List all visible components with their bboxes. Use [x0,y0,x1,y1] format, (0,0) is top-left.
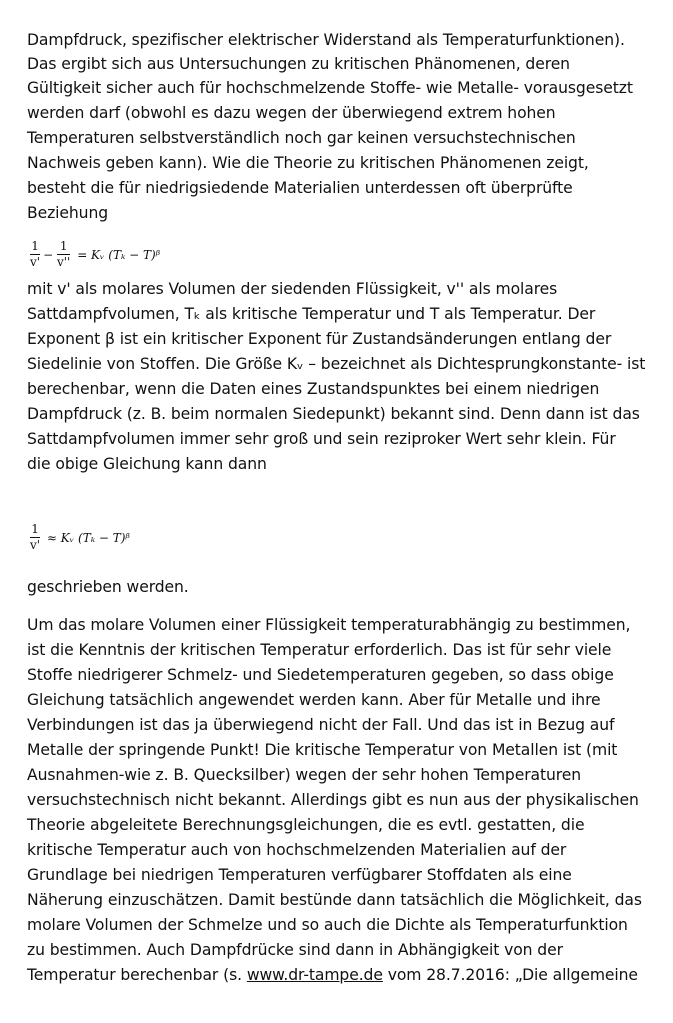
website-link[interactable]: www.dr-tampe.de [246,966,383,984]
text-line: Um das molare Volumen einer Flüssigkeit temperaturabhängig zu bestimmen, [27,616,631,634]
minus-sign: − [43,247,54,262]
text-line: Metalle der springende Punkt! Die kritische Temperatur von Metallen ist (mit [27,741,618,759]
text-line: die obige Gleichung kann dann [27,455,267,473]
fraction-denominator: v' [30,538,41,552]
text-line: Dampfdruck, spezifischer elektrischer Widerstand als Temperaturfunktionen). [27,31,625,49]
fraction-numerator: 1 [31,239,39,253]
fraction-denominator: v' [30,255,41,269]
text-line: werden darf (obwohl es dazu wegen der überwiegend extrem hohen [27,104,556,122]
formula-density-jump [30,240,160,269]
text-line: Nachweis geben kann). Wie die Theorie zu kritischen Phänomenen zeigt, [27,154,589,172]
text-segment: Temperatur berechenbar (s. [27,966,247,984]
fraction [30,240,40,269]
text-line: kritische Temperatur auch von hochschmelzenden Materialien auf der [27,841,567,859]
text-line: Grundlage bei niedrigen Temperaturen verfügbarer Stoffdaten als eine [27,866,572,884]
text-line: ist die Kenntnis der kritischen Temperatur erforderlich. Das ist für sehr viele [27,641,612,659]
text-line: geschrieben werden. [27,578,189,596]
formula-rhs: = Kᵥ (Tₖ − T)ᵝ [77,247,161,262]
fraction-denominator: v'' [56,255,71,269]
text-line: besteht die für niedrigsiedende Materialien unterdessen oft überprüfte [27,179,573,197]
text-line: molare Volumen der Schmelze und so auch die Dichte als Temperaturfunktion [27,916,628,934]
text-line: Beziehung [27,204,109,222]
text-line: mit v' als molares Volumen der siedenden Flüssigkeit, v'' als molares [27,280,558,298]
text-line: zu bestimmen. Auch Dampfdrücke sind dann in Abhängigkeit von der [27,941,563,959]
text-line-with-link [27,965,638,985]
text-line: Temperaturen selbstverständlich noch gar keinen versuchstechnischen [27,129,576,147]
formula-approximation [30,523,130,552]
text-line: berechenbar, wenn die Daten eines Zustandspunktes bei einem niedrigen [27,380,600,398]
text-line: Verbindungen ist das ja überwiegend nicht der Fall. Und das ist in Bezug auf [27,716,615,734]
formula-rhs: ≈ Kᵥ (Tₖ − T)ᵝ [46,530,130,545]
text-line: Ausnahmen-wie z. B. Quecksilber) wegen der sehr hohen Temperaturen [27,766,582,784]
fraction-numerator: 1 [31,522,39,536]
text-segment: vom 28.7.2016: „Die allgemeine [382,966,638,984]
text-line: Gültigkeit sicher auch für hochschmelzende Stoffe- wie Metalle- vorausgesetzt [27,79,633,97]
text-line: Dampfdruck (z. B. beim normalen Siedepunkt) bekannt sind. Denn dann ist das [27,405,640,423]
text-line: Sattdampfvolumen, Tₖ als kritische Temperatur und T als Temperatur. Der [27,305,596,323]
text-line: Theorie abgeleitete Berechnungsgleichungen, die es evtl. gestatten, die [27,816,585,834]
text-line: Sattdampfvolumen immer sehr groß und sein reziproker Wert sehr klein. Für [27,430,616,448]
fraction-numerator: 1 [57,240,70,255]
text-line: Das ergibt sich aus Untersuchungen zu kritischen Phänomenen, deren [27,55,570,73]
fraction [57,240,70,269]
text-line: Siedelinie von Stoffen. Die Größe Kᵥ – bezeichnet als Dichtesprungkonstante- ist [27,355,646,373]
text-line: Stoffe niedrigerer Schmelz- und Siedetemperaturen gegeben, so dass obige [27,666,614,684]
fraction [30,523,40,552]
text-line: versuchstechnisch nicht bekannt. Allerdings gibt es nun aus der physikalischen [27,791,639,809]
text-line: Gleichung tatsächlich angewendet werden kann. Aber für Metalle und ihre [27,691,601,709]
text-line: Näherung einzuschätzen. Damit bestünde dann tatsächlich die Möglichkeit, das [27,891,642,909]
text-line: Exponent β ist ein kritischer Exponent für Zustandsänderungen entlang der [27,330,612,348]
